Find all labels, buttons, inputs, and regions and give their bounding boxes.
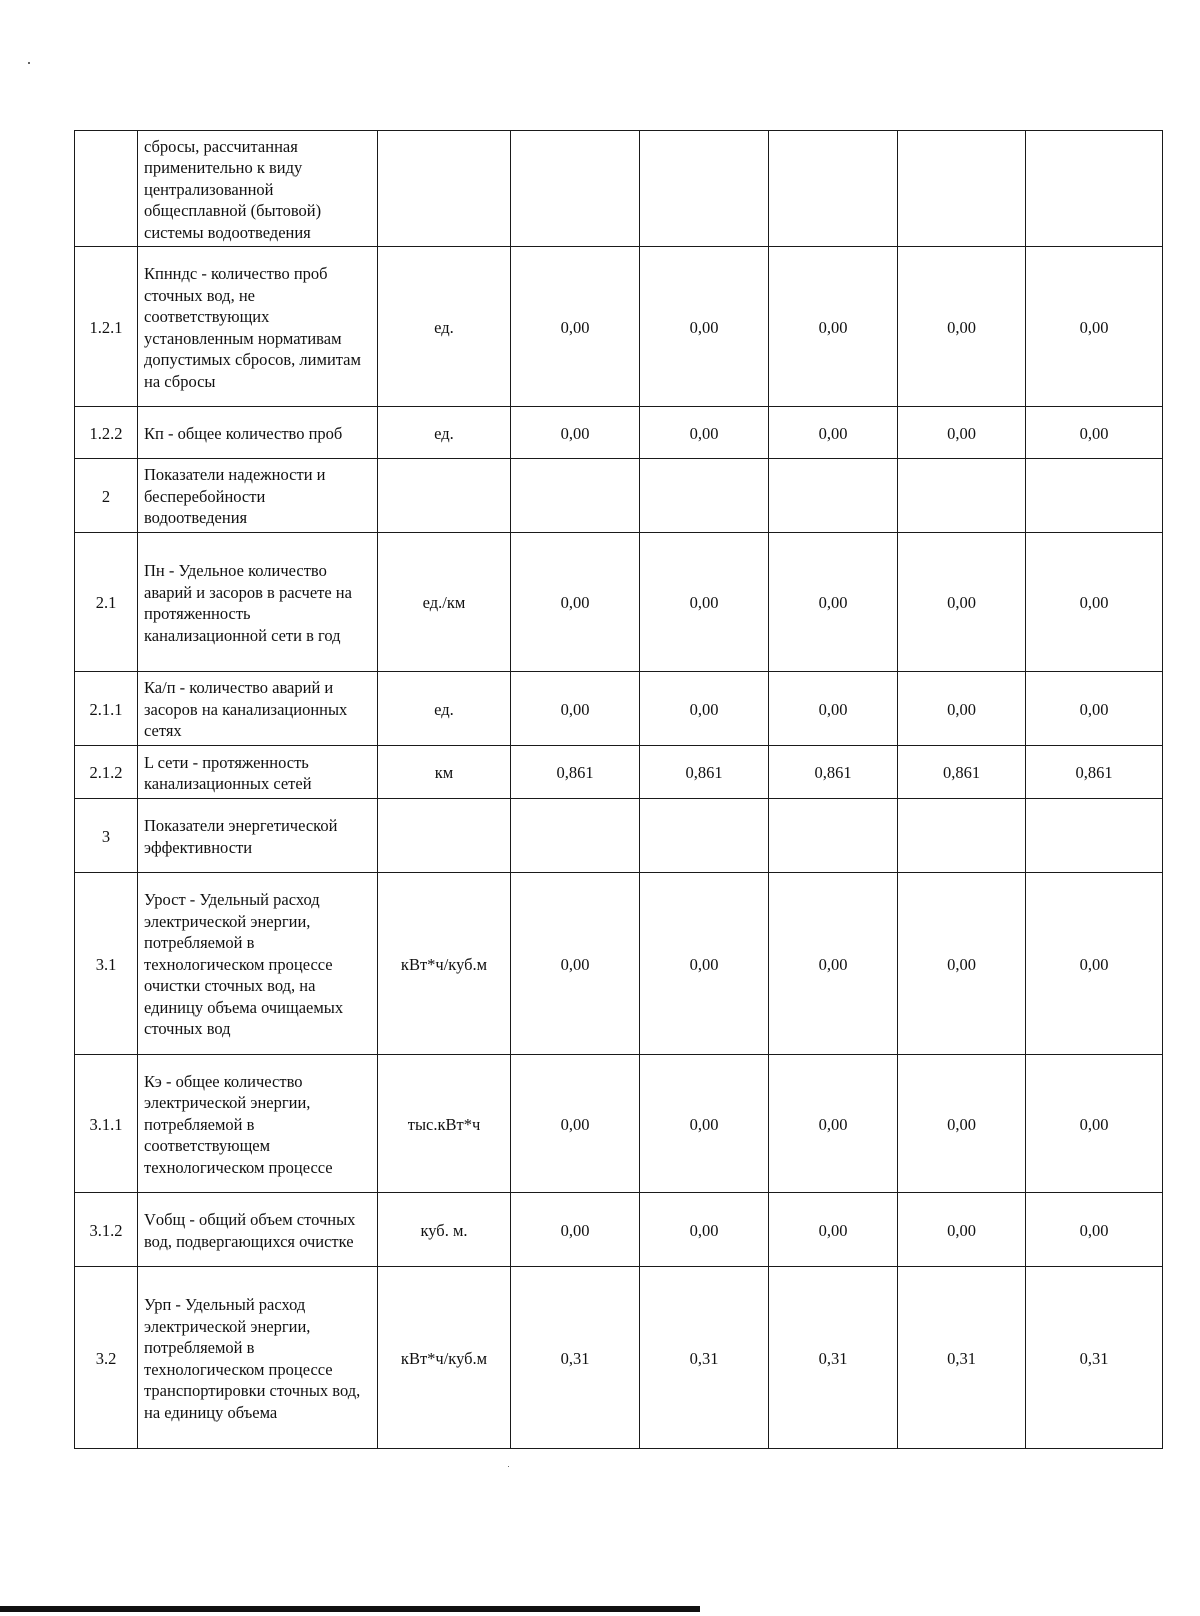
value-cell	[1026, 459, 1163, 533]
indicator-name: Пн - Удельное количество аварий и засоров в расчете на протяженность канализационной сети в год	[138, 533, 378, 672]
value-cell: 0,00	[511, 873, 640, 1055]
value-cell	[769, 459, 898, 533]
indicator-name: Кэ - общее количество электрической энергии, потребляемой в соответствующем технологическом процессе	[138, 1055, 378, 1193]
scan-speck	[28, 62, 30, 64]
indicator-name: Урп - Удельный расход электрической энергии, потребляемой в технологическом процессе транспортировки сточных вод, на единицу объема	[138, 1267, 378, 1449]
value-cell: 0,00	[769, 672, 898, 746]
indicator-name: сбросы, рассчитанная применительно к виду централизованной общесплавной (бытовой) системы водоотведения	[138, 131, 378, 247]
value-cell: 0,00	[769, 407, 898, 459]
value-cell: 0,00	[640, 1055, 769, 1193]
value-cell	[511, 799, 640, 873]
value-cell: 0,00	[511, 672, 640, 746]
value-cell: 0,00	[511, 1193, 640, 1267]
table-row	[75, 131, 1163, 247]
row-number: 3.1	[75, 873, 138, 1055]
unit-cell: ед./км	[378, 533, 511, 672]
scan-edge-bar	[0, 1606, 700, 1612]
unit-cell: ед.	[378, 247, 511, 407]
value-cell: 0,00	[511, 1055, 640, 1193]
value-cell: 0,00	[1026, 672, 1163, 746]
value-cell: 0,00	[640, 873, 769, 1055]
indicator-name: Показатели энергетической эффективности	[138, 799, 378, 873]
scan-speck	[508, 1466, 509, 1467]
unit-cell	[378, 459, 511, 533]
value-cell: 0,00	[769, 247, 898, 407]
row-number	[75, 131, 138, 247]
row-number: 3	[75, 799, 138, 873]
value-cell: 0,00	[769, 873, 898, 1055]
table-row	[75, 407, 1163, 459]
indicator-name: Показатели надежности и бесперебойности водоотведения	[138, 459, 378, 533]
unit-cell: км	[378, 746, 511, 799]
value-cell: 0,00	[1026, 873, 1163, 1055]
value-cell: 0,31	[1026, 1267, 1163, 1449]
value-cell: 0,861	[640, 746, 769, 799]
table-row	[75, 746, 1163, 799]
value-cell: 0,00	[1026, 1055, 1163, 1193]
value-cell: 0,00	[1026, 1193, 1163, 1267]
value-cell	[898, 459, 1026, 533]
value-cell: 0,00	[769, 533, 898, 672]
row-number: 3.2	[75, 1267, 138, 1449]
table-row	[75, 459, 1163, 533]
unit-cell	[378, 799, 511, 873]
table-row	[75, 1267, 1163, 1449]
value-cell	[640, 459, 769, 533]
indicators-table	[74, 130, 1163, 1449]
unit-cell: куб. м.	[378, 1193, 511, 1267]
value-cell: 0,00	[640, 672, 769, 746]
value-cell: 0,00	[1026, 247, 1163, 407]
value-cell: 0,00	[898, 1193, 1026, 1267]
row-number: 3.1.1	[75, 1055, 138, 1193]
table-row	[75, 533, 1163, 672]
unit-cell	[378, 131, 511, 247]
value-cell: 0,861	[898, 746, 1026, 799]
value-cell: 0,31	[511, 1267, 640, 1449]
value-cell: 0,00	[898, 407, 1026, 459]
value-cell	[898, 799, 1026, 873]
value-cell	[1026, 131, 1163, 247]
row-number: 2.1.2	[75, 746, 138, 799]
table-row	[75, 247, 1163, 407]
table-row	[75, 1055, 1163, 1193]
unit-cell: тыс.кВт*ч	[378, 1055, 511, 1193]
unit-cell: ед.	[378, 407, 511, 459]
value-cell: 0,861	[769, 746, 898, 799]
indicator-name: Кп - общее количество проб	[138, 407, 378, 459]
value-cell: 0,00	[511, 247, 640, 407]
value-cell: 0,00	[640, 1193, 769, 1267]
value-cell	[898, 131, 1026, 247]
table-row	[75, 672, 1163, 746]
value-cell	[640, 799, 769, 873]
unit-cell: кВт*ч/куб.м	[378, 873, 511, 1055]
table-row	[75, 1193, 1163, 1267]
indicator-name: Урост - Удельный расход электрической энергии, потребляемой в технологическом процессе очистки сточных вод, на единицу объема очищаемых сточных вод	[138, 873, 378, 1055]
value-cell	[769, 799, 898, 873]
value-cell: 0,00	[640, 407, 769, 459]
value-cell: 0,00	[769, 1193, 898, 1267]
indicator-name: Ка/п - количество аварий и засоров на канализационных сетях	[138, 672, 378, 746]
value-cell: 0,00	[511, 407, 640, 459]
value-cell: 0,861	[1026, 746, 1163, 799]
value-cell: 0,00	[640, 247, 769, 407]
value-cell: 0,00	[898, 533, 1026, 672]
row-number: 3.1.2	[75, 1193, 138, 1267]
value-cell: 0,31	[640, 1267, 769, 1449]
value-cell	[1026, 799, 1163, 873]
row-number: 2	[75, 459, 138, 533]
value-cell: 0,00	[769, 1055, 898, 1193]
row-number: 1.2.2	[75, 407, 138, 459]
value-cell: 0,00	[898, 1055, 1026, 1193]
value-cell: 0,00	[1026, 533, 1163, 672]
table-row	[75, 873, 1163, 1055]
table-row	[75, 799, 1163, 873]
unit-cell: ед.	[378, 672, 511, 746]
value-cell	[640, 131, 769, 247]
value-cell	[511, 131, 640, 247]
unit-cell: кВт*ч/куб.м	[378, 1267, 511, 1449]
value-cell: 0,00	[898, 247, 1026, 407]
value-cell: 0,00	[640, 533, 769, 672]
value-cell: 0,31	[898, 1267, 1026, 1449]
value-cell: 0,00	[898, 672, 1026, 746]
value-cell: 0,00	[511, 533, 640, 672]
row-number: 1.2.1	[75, 247, 138, 407]
value-cell: 0,31	[769, 1267, 898, 1449]
value-cell: 0,861	[511, 746, 640, 799]
value-cell: 0,00	[1026, 407, 1163, 459]
row-number: 2.1.1	[75, 672, 138, 746]
value-cell	[769, 131, 898, 247]
indicator-name: Кпнндс - количество проб сточных вод, не соответствующих установленным нормативам допустимых сбросов, лимитам на сбросы	[138, 247, 378, 407]
indicator-name: L сети - протяженность канализационных сетей	[138, 746, 378, 799]
value-cell: 0,00	[898, 873, 1026, 1055]
row-number: 2.1	[75, 533, 138, 672]
value-cell	[511, 459, 640, 533]
indicator-name: Vобщ - общий объем сточных вод, подвергающихся очистке	[138, 1193, 378, 1267]
